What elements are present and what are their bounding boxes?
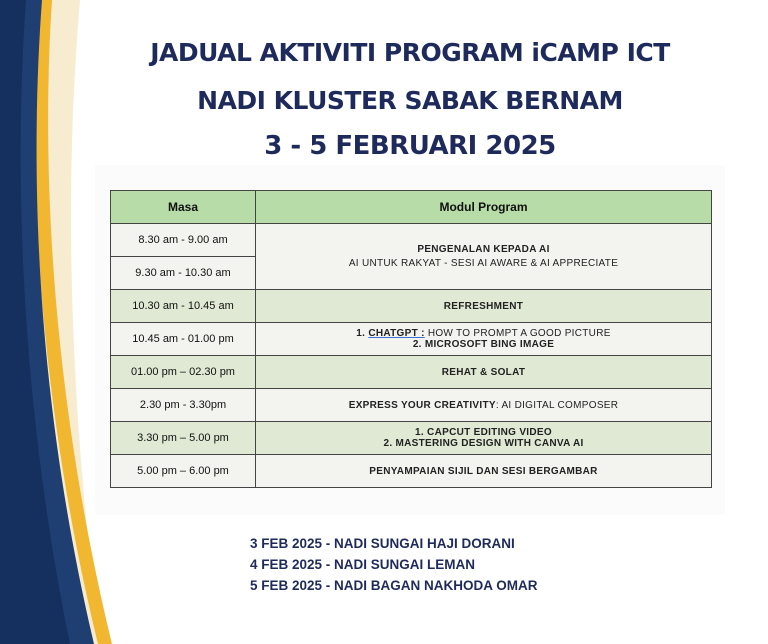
module-cell [256, 323, 712, 356]
title-line-1: JADUAL AKTIVITI PROGRAM iCAMP ICT [150, 38, 670, 67]
table-row [111, 455, 712, 488]
table-row [111, 323, 712, 356]
column-header-modul: Modul Program [256, 191, 712, 224]
time-cell: 8.30 am - 9.00 am [111, 224, 256, 257]
time-cell: 10.45 am - 01.00 pm [111, 323, 256, 356]
table-row [111, 356, 712, 389]
module-cell [256, 389, 712, 422]
date-item: 5 FEB 2025 - NADI BAGAN NAKHODA OMAR [250, 578, 538, 593]
table-row [111, 422, 712, 455]
table-row [111, 290, 712, 323]
schedule-table [110, 190, 712, 488]
time-cell: 5.00 pm – 6.00 pm [111, 455, 256, 488]
time-cell: 9.30 am - 10.30 am [111, 257, 256, 290]
time-cell: 01.00 pm – 02.30 pm [111, 356, 256, 389]
date-list [250, 533, 538, 596]
module-cell [256, 224, 712, 290]
module-desc: : AI DIGITAL COMPOSER [495, 399, 619, 411]
module-cell [256, 422, 712, 455]
module-subtitle: AI UNTUK RAKYAT - SESI AI AWARE & AI APPRECIATE [348, 258, 619, 269]
module-line-bing: 2. MICROSOFT BING IMAGE [412, 339, 555, 350]
module-name-chatgpt: CHATGPT : [368, 328, 425, 339]
module-line-capcut: 1. CAPCUT EDITING VIDEO [415, 427, 552, 438]
table-row [111, 224, 712, 257]
module-cell: REHAT & SOLAT [256, 356, 712, 389]
title-line-2: NADI KLUSTER SABAK BERNAM [197, 86, 623, 115]
time-cell: 3.30 pm – 5.00 pm [111, 422, 256, 455]
module-cell: REFRESHMENT [256, 290, 712, 323]
title-line-3: 3 - 5 FEBRUARI 2025 [264, 131, 556, 161]
column-header-masa: Masa [111, 191, 256, 224]
time-cell: 10.30 am - 10.45 am [111, 290, 256, 323]
module-title: EXPRESS YOUR CREATIVITY [348, 399, 496, 411]
module-desc: HOW TO PROMPT A GOOD PICTURE [424, 328, 611, 339]
date-item: 4 FEB 2025 - NADI SUNGAI LEMAN [250, 557, 476, 572]
time-cell: 2.30 pm - 3.30pm [111, 389, 256, 422]
module-line-canva: 2. MASTERING DESIGN WITH CANVA AI [383, 438, 584, 449]
module-num: 1. [356, 328, 369, 339]
module-line-chatgpt [256, 328, 711, 339]
table-header-row [111, 191, 712, 224]
date-item: 3 FEB 2025 - NADI SUNGAI HAJI DORANI [250, 536, 515, 551]
module-title: PENGENALAN KEPADA AI [417, 244, 550, 255]
table-row [111, 389, 712, 422]
module-cell: PENYAMPAIAN SIJIL DAN SESI BERGAMBAR [256, 455, 712, 488]
